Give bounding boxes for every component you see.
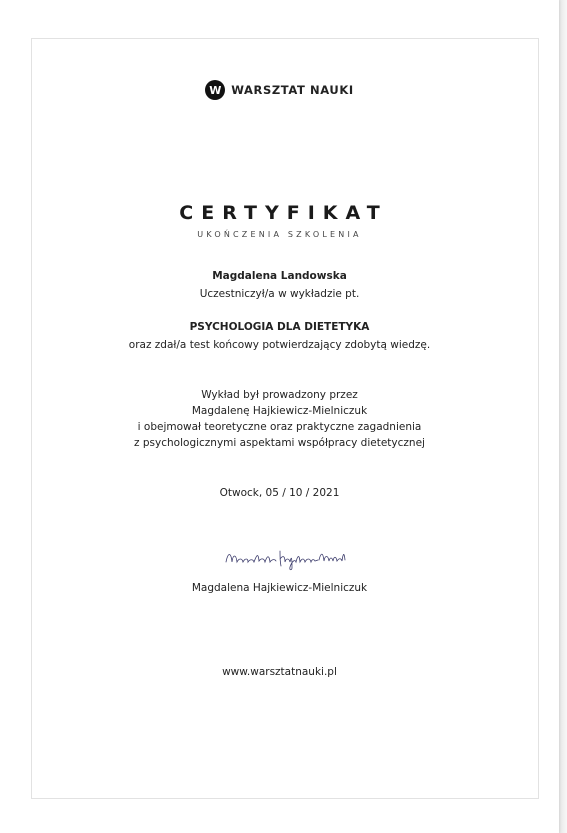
description-line: Magdalenę Hajkiewicz-Mielniczuk — [191, 405, 368, 417]
signer-name: Magdalena Hajkiewicz-Mielniczuk — [191, 582, 368, 594]
description-line: Wykład był prowadzony przez — [201, 389, 358, 401]
certificate-border — [31, 38, 539, 799]
course-title: PSYCHOLOGIA DLA DIETETYKA — [189, 321, 370, 333]
participation-text: Uczestniczył/a w wykładzie pt. — [199, 288, 360, 300]
participant-name: Magdalena Landowska — [212, 270, 347, 282]
logo-mark-icon: W — [205, 80, 225, 100]
viewer-background — [559, 0, 567, 833]
certificate-subtitle: UKOŃCZENIA SZKOLENIA — [197, 230, 362, 239]
website-link[interactable]: www.warsztatnauki.pl — [222, 666, 337, 678]
logo-text: WARSZTAT NAUKI — [231, 83, 354, 97]
handwritten-signature — [222, 546, 348, 572]
place-date: Otwock, 05 / 10 / 2021 — [219, 487, 340, 499]
certificate-title: CERTYFIKAT — [179, 202, 388, 224]
test-text: oraz zdał/a test końcowy potwierdzający zdobytą wiedzę. — [128, 339, 431, 351]
description-line: i obejmował teoretyczne oraz praktyczne zagadnienia — [137, 421, 422, 433]
logo — [0, 80, 559, 100]
description-line: z psychologicznymi aspektami współpracy dietetycznej — [134, 437, 425, 449]
